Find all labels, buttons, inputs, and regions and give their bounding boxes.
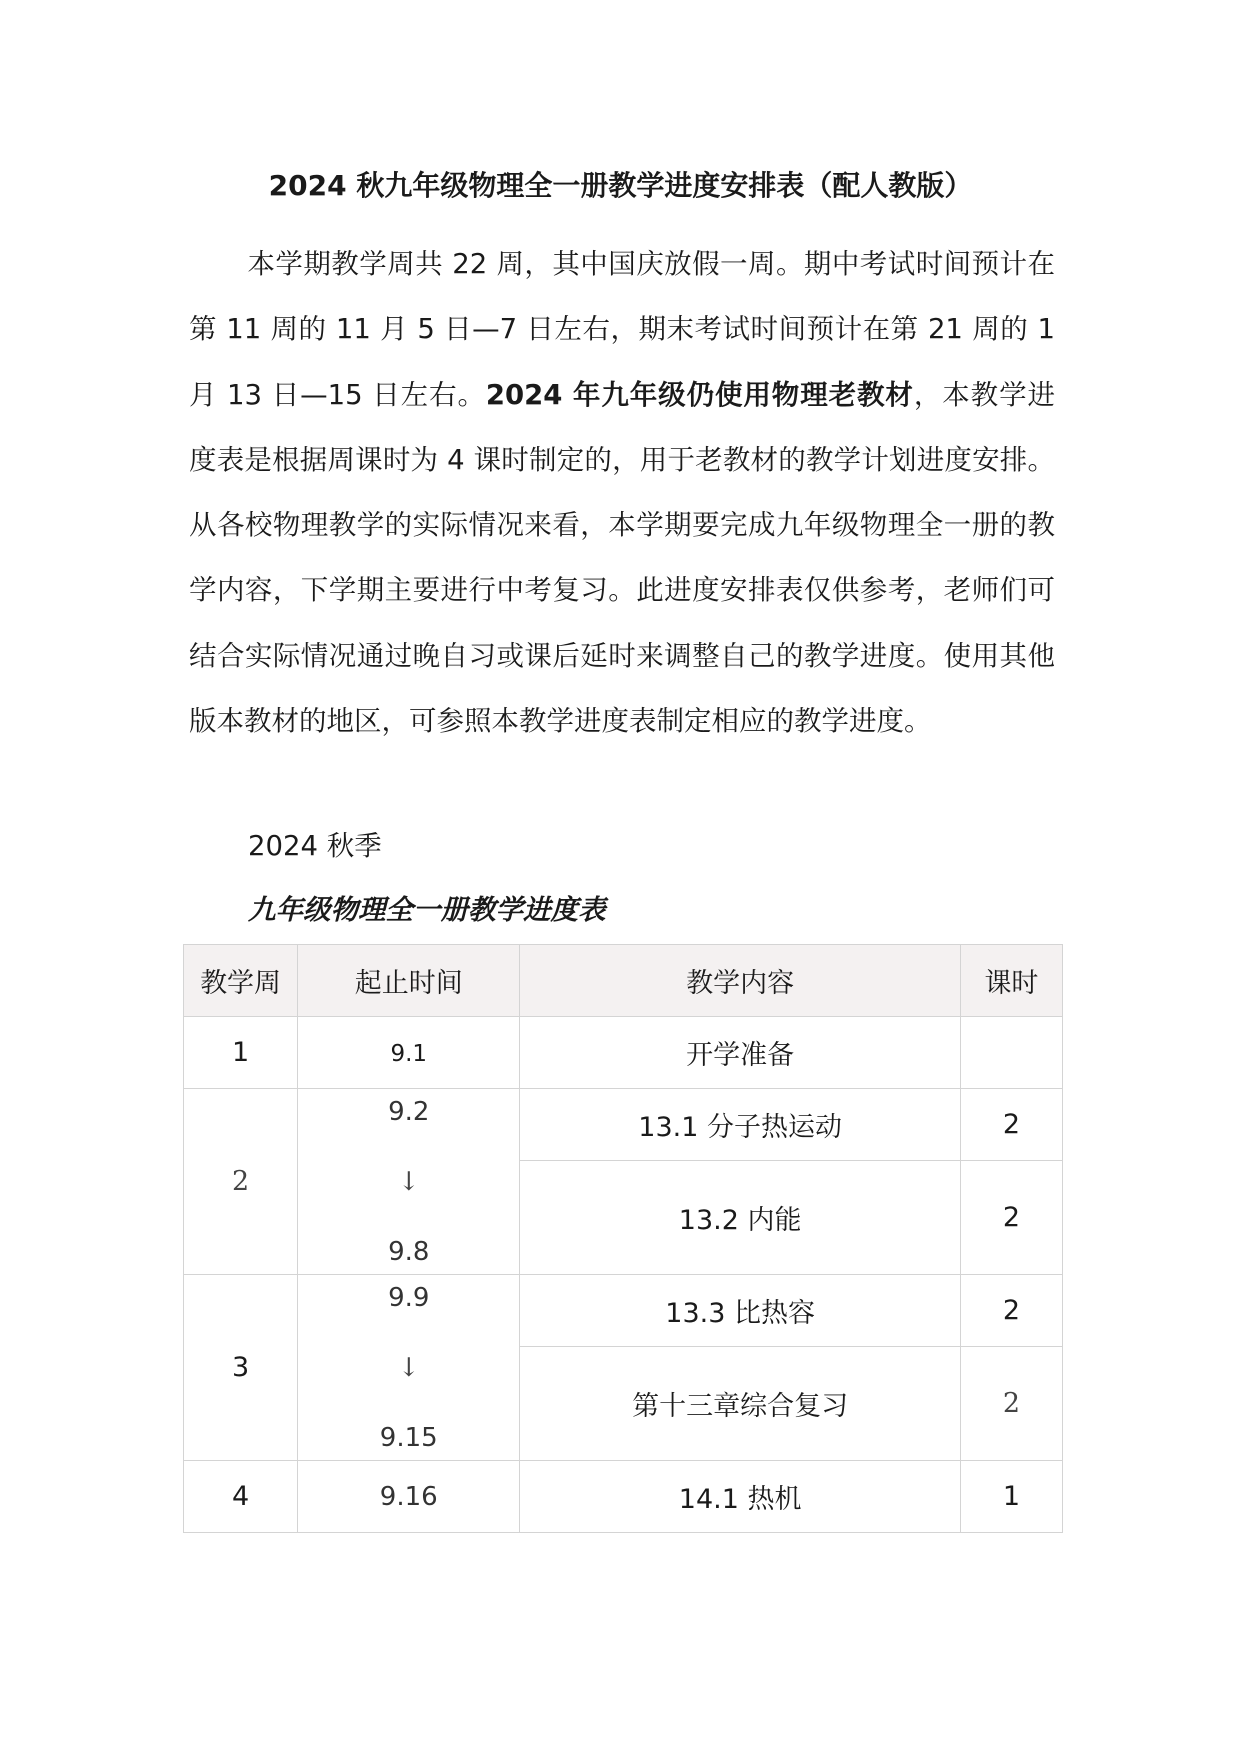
intro-text-1: 本学期教学周共 22 周，其中国庆放假一周。期中考试时间预计在第 11 周的 11 月 5 日—7 日左右，期末考试时间预计在第 21 周的 1 月 13 日—15 日左右。 bbox=[189, 248, 1055, 411]
content-cell: 第十三章综合复习 bbox=[520, 1347, 961, 1461]
header-content: 教学内容 bbox=[520, 945, 961, 1017]
content-cell: 13.2 内能 bbox=[520, 1161, 961, 1275]
intro-text-bold: 2024 年九年级仍使用物理老教材 bbox=[485, 378, 914, 411]
date-cell bbox=[298, 1089, 520, 1275]
schedule-table bbox=[183, 944, 1063, 1533]
header-dates: 起止时间 bbox=[298, 945, 520, 1017]
date-cell bbox=[298, 1461, 520, 1533]
date-cell bbox=[298, 1275, 520, 1461]
date-end: 9.15 bbox=[379, 1422, 438, 1453]
content-cell: 13.1 分子热运动 bbox=[520, 1089, 961, 1161]
date-start: 9.1 bbox=[390, 1041, 428, 1067]
document-title: 2024 秋九年级物理全一册教学进度安排表（配人教版） bbox=[268, 169, 973, 202]
date-end: 9.8 bbox=[388, 1236, 430, 1267]
week-cell: 2 bbox=[184, 1089, 298, 1275]
hours-cell: 2 bbox=[960, 1161, 1062, 1275]
week-cell: 3 bbox=[184, 1275, 298, 1461]
date-cell bbox=[298, 1017, 520, 1089]
week-cell: 4 bbox=[184, 1461, 298, 1533]
arrow-down-icon: ↓ bbox=[397, 1352, 420, 1383]
date-start: 9.16 bbox=[379, 1482, 438, 1512]
content-cell: 14.1 热机 bbox=[520, 1461, 961, 1533]
header-hours: 课时 bbox=[960, 945, 1062, 1017]
date-start: 9.9 bbox=[388, 1282, 430, 1313]
hours-cell: 2 bbox=[960, 1089, 1062, 1161]
table-row bbox=[184, 1089, 1063, 1161]
table-row bbox=[184, 1275, 1063, 1347]
hours-cell: 1 bbox=[960, 1461, 1062, 1533]
hours-cell: 2 bbox=[960, 1347, 1062, 1461]
hours-cell: 2 bbox=[960, 1275, 1062, 1347]
intro-paragraph bbox=[189, 232, 1055, 754]
arrow-down-icon: ↓ bbox=[397, 1166, 420, 1197]
content-cell: 开学准备 bbox=[520, 1017, 961, 1089]
table-title: 九年级物理全一册教学进度表 bbox=[248, 894, 606, 926]
hours-cell bbox=[960, 1017, 1062, 1089]
table-header-row bbox=[184, 945, 1063, 1017]
table-row bbox=[184, 1017, 1063, 1089]
table-row bbox=[184, 1461, 1063, 1533]
intro-text-2: ，本教学进度表是根据周课时为 4 课时制定的，用于老教材的教学计划进度安排。从各校物理教学的实际情况来看，本学期要完成九年级物理全一册的教学内容，下学期主要进行中考复习。此进度安排表仅供参考，老师们可结合实际情况通过晚自习或课后延时来调整自己的教学进度。使用其他版本教材的地区，可参照本教学进度表制定相应的教学进度。 bbox=[189, 378, 1055, 738]
season-label: 2024 秋季 bbox=[248, 830, 382, 862]
week-cell: 1 bbox=[184, 1017, 298, 1089]
content-cell: 13.3 比热容 bbox=[520, 1275, 961, 1347]
date-start: 9.2 bbox=[388, 1096, 430, 1127]
header-week: 教学周 bbox=[184, 945, 298, 1017]
